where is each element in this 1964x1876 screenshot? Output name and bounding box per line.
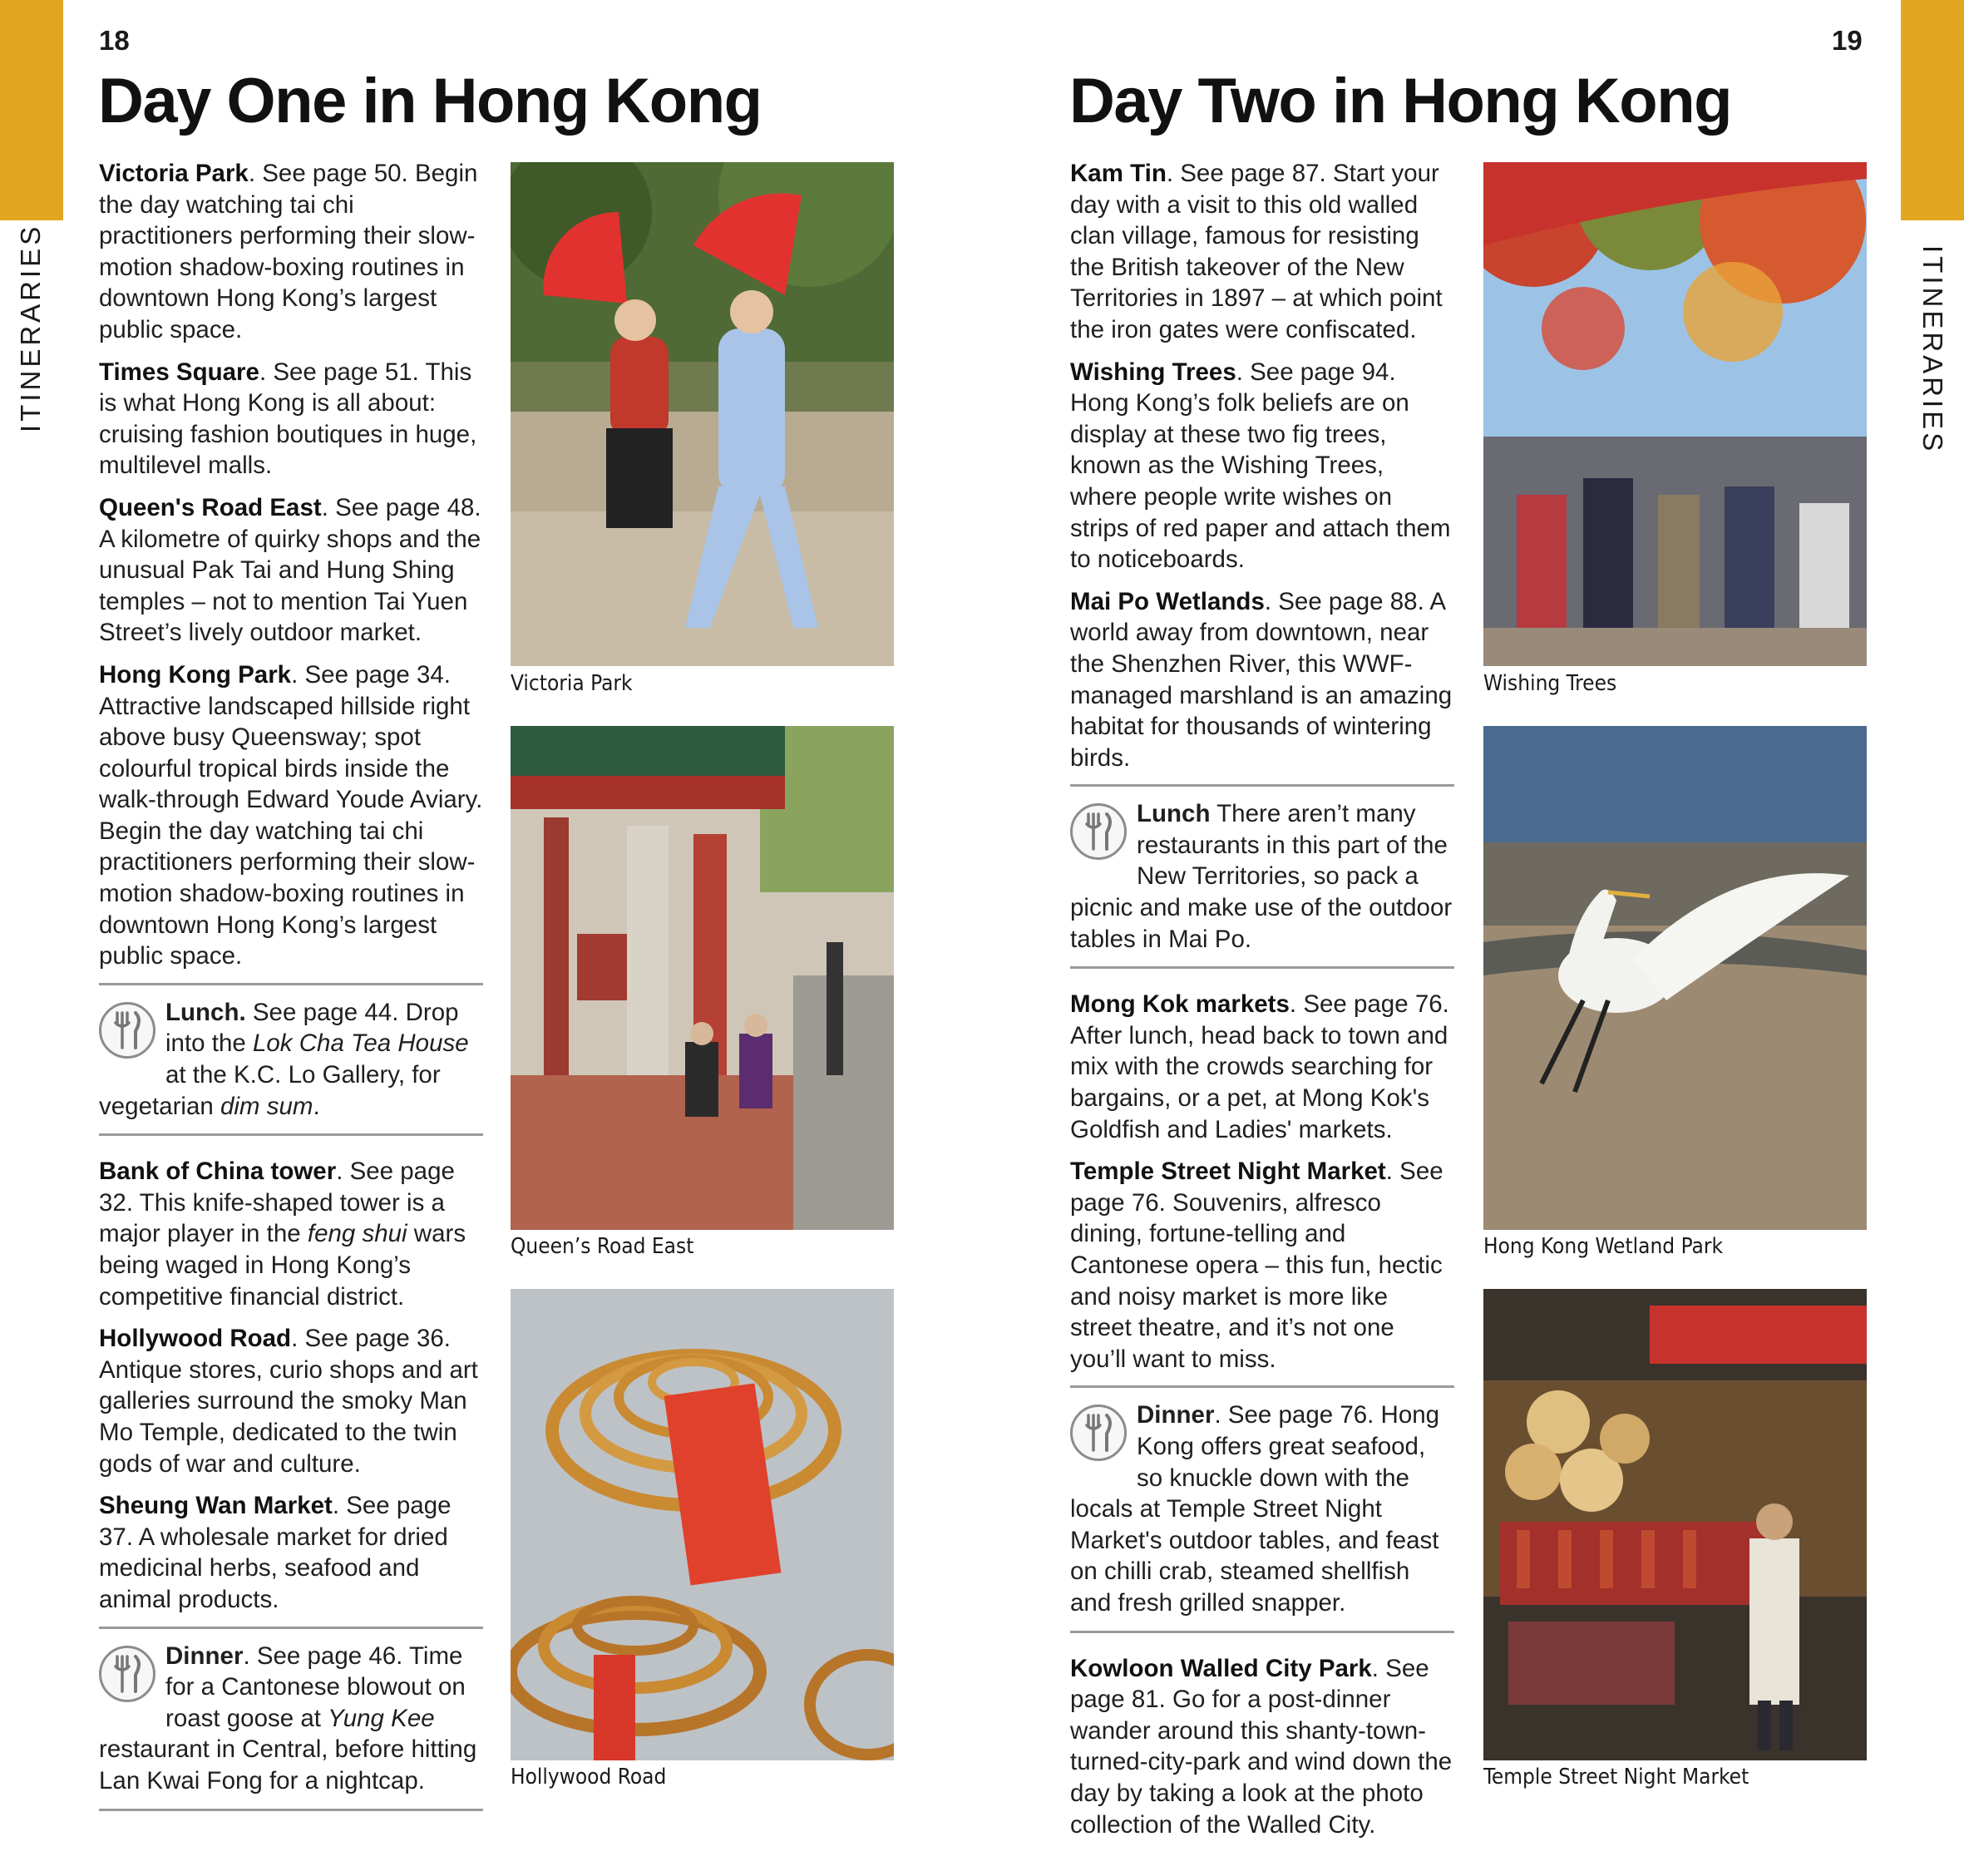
- entry-heading: Kowloon Walled City Park: [1070, 1654, 1372, 1682]
- cutlery-icon: [99, 1002, 155, 1059]
- entry-heading: Bank of China tower: [99, 1158, 337, 1186]
- meal-label: Dinner: [165, 1642, 244, 1670]
- page-title-left: Day One in Hong Kong: [98, 66, 762, 136]
- meal-text: .: [313, 1092, 320, 1120]
- meal-text: . See page 76. Hong Kong offers great seafood, so knuckle down with the locals at Temple Street Night Market's outdoor tables, and feast on chilli crab, steamed shellfish and fresh grilled snapper.: [1070, 1401, 1440, 1617]
- caption-temple-street-night-market: Temple Street Night Market: [1483, 1765, 1749, 1790]
- entry-heading: Times Square: [99, 358, 259, 386]
- entry-heading: Hong Kong Park: [99, 660, 292, 689]
- meal-label: Dinner: [1137, 1401, 1215, 1429]
- cutlery-icon: [1070, 803, 1127, 860]
- photo-hollywood-road: [511, 1289, 894, 1760]
- entry-text: . See page 51. This is what Hong Kong is all about: cruising fashion boutiques in huge, multilevel malls.: [99, 358, 477, 480]
- meal-label: Lunch.: [165, 998, 246, 1026]
- entry-hong-kong-park: [99, 659, 483, 972]
- caption-queens-road-east: Queen’s Road East: [511, 1234, 694, 1259]
- caption-hollywood-road: Hollywood Road: [511, 1765, 667, 1790]
- entry-text: . See page 81. Go for a post-dinner wander around this shanty-town-turned-city-park and wind down the day by taking a look at the photo collection of the Walled City.: [1070, 1654, 1453, 1839]
- entry-mai-po-wetlands: [1070, 586, 1454, 774]
- entry-mong-kok-markets: [1070, 989, 1454, 1145]
- entry-temple-street: [1070, 1156, 1454, 1375]
- meal-label: Lunch: [1137, 800, 1211, 828]
- page-title-right: Day Two in Hong Kong: [1069, 66, 1732, 136]
- entry-heading: Mong Kok markets: [1070, 990, 1290, 1019]
- entry-text: . See page 37. A wholesale market for dried medicinal herbs, seafood and animal products.: [99, 1492, 452, 1613]
- entry-heading: Hollywood Road: [99, 1325, 292, 1353]
- section-tab-left: [0, 0, 63, 220]
- entry-sheung-wan-market: [99, 1490, 483, 1615]
- lunch-box-day-one: [99, 983, 483, 1136]
- left-text-column: [99, 158, 483, 1831]
- entry-wishing-trees: [1070, 357, 1454, 575]
- entry-heading: Mai Po Wetlands: [1070, 587, 1265, 615]
- entry-text: . See page 94. Hong Kong’s folk beliefs are on display at these two fig trees, known as the Wishing Trees, where people write wishes on strips of red paper and attach them to noticeboards.: [1070, 358, 1451, 574]
- photo-queens-road-east: [511, 726, 894, 1230]
- entry-times-square: [99, 357, 483, 481]
- entry-text: . See page 48. A kilometre of quirky shops and the unusual Pak Tai and Hung Shing temples – not to mention Tai Yuen Street’s lively outdoor market.: [99, 493, 481, 647]
- right-text-column: [1070, 158, 1454, 1851]
- cutlery-icon: [1070, 1405, 1127, 1461]
- entry-heading: Temple Street Night Market: [1070, 1158, 1386, 1186]
- photo-wishing-trees: [1483, 162, 1867, 666]
- entry-text: . See page 87. Start your day with a visit to this old walled clan village, famous for resisting the British takeover of the New Territories in 1897 – at which point the iron gates were confiscated.: [1070, 160, 1443, 343]
- entry-text: . See page 76. After lunch, head back to town and mix with the crowds searching for bargains, or a pet, at Mong Kok's Goldfish and Ladies' markets.: [1070, 990, 1449, 1143]
- caption-hong-kong-wetland-park: Hong Kong Wetland Park: [1483, 1234, 1724, 1259]
- page-number-left: 18: [99, 25, 130, 56]
- entry-italic: feng shui: [307, 1220, 407, 1248]
- entry-text: . See page 50. Begin the day watching tai chi practitioners performing their slow-motion shadow-boxing routines in downtown Hong Kong’s largest public space.: [99, 160, 478, 343]
- entry-text: . See page 32. This knife-shaped tower is a major player in the: [99, 1158, 455, 1248]
- entry-hollywood-road: [99, 1323, 483, 1479]
- entry-heading: Kam Tin: [1070, 160, 1167, 187]
- entry-victoria-park: [99, 158, 483, 346]
- meal-italic: dim sum: [220, 1092, 313, 1120]
- side-label-right: ITINERARIES: [1917, 245, 1948, 455]
- meal-text: There aren’t many restaurants in this part of the New Territories, so pack a picnic and make use of the outdoor tables in Mai Po.: [1070, 800, 1453, 953]
- entry-heading: Wishing Trees: [1070, 358, 1236, 386]
- caption-victoria-park: Victoria Park: [511, 671, 633, 696]
- side-label-left: ITINERARIES: [15, 223, 46, 432]
- caption-wishing-trees: Wishing Trees: [1483, 671, 1617, 696]
- lunch-box-day-two: [1070, 784, 1454, 969]
- entry-text: . See page 76. Souvenirs, alfresco dining, fortune-telling and Cantonese opera – this fun, hectic and noisy market is more like street theatre, and it’s not one you’ll want to miss.: [1070, 1158, 1443, 1373]
- entry-text: wars being waged in Hong Kong’s competitive financial district.: [99, 1220, 466, 1311]
- photo-victoria-park: [511, 162, 894, 666]
- entry-bank-of-china: [99, 1156, 483, 1312]
- meal-text: . See page 46. Time for a Cantonese blowout on roast goose at: [165, 1642, 466, 1732]
- meal-text: See page 44. Drop into the: [165, 998, 459, 1058]
- entry-heading: Sheung Wan Market: [99, 1492, 333, 1520]
- page-number-right: 19: [1832, 25, 1863, 56]
- entry-text: . See page 34. Attractive landscaped hillside right above busy Queensway; spot colourful tropical birds inside the walk-through Edward Youde Aviary. Begin the day watching tai chi practitioners performing their slow-motion shadow-boxing routines in downtown Hong Kong’s largest public space.: [99, 660, 483, 970]
- meal-italic: Lok Cha Tea House: [252, 1029, 469, 1058]
- dinner-box-day-one: [99, 1627, 483, 1811]
- meal-text: at the K.C. Lo Gallery, for vegetarian: [99, 1061, 441, 1120]
- meal-text: restaurant in Central, before hitting Lan Kwai Fong for a nightcap.: [99, 1735, 477, 1795]
- dinner-box-day-two: [1070, 1385, 1454, 1632]
- entry-kam-tin: [1070, 158, 1454, 346]
- photo-hong-kong-wetland-park: [1483, 726, 1867, 1230]
- entry-heading: Victoria Park: [99, 160, 249, 187]
- cutlery-icon: [99, 1646, 155, 1702]
- meal-italic: Yung Kee: [328, 1704, 435, 1732]
- entry-text: . See page 36. Antique stores, curio shops and art galleries surround the smoky Man Mo Temple, dedicated to the twin gods of war and culture.: [99, 1325, 478, 1478]
- photo-temple-street-night-market: [1483, 1289, 1867, 1760]
- entry-queens-road-east: [99, 492, 483, 649]
- entry-heading: Queen's Road East: [99, 493, 322, 521]
- section-tab-right: [1901, 0, 1964, 220]
- entry-text: . See page 88. A world away from downtown, near the Shenzhen River, this WWF-managed marshland is an amazing habitat for thousands of wintering birds.: [1070, 587, 1453, 772]
- entry-kowloon-walled-city: [1070, 1653, 1454, 1841]
